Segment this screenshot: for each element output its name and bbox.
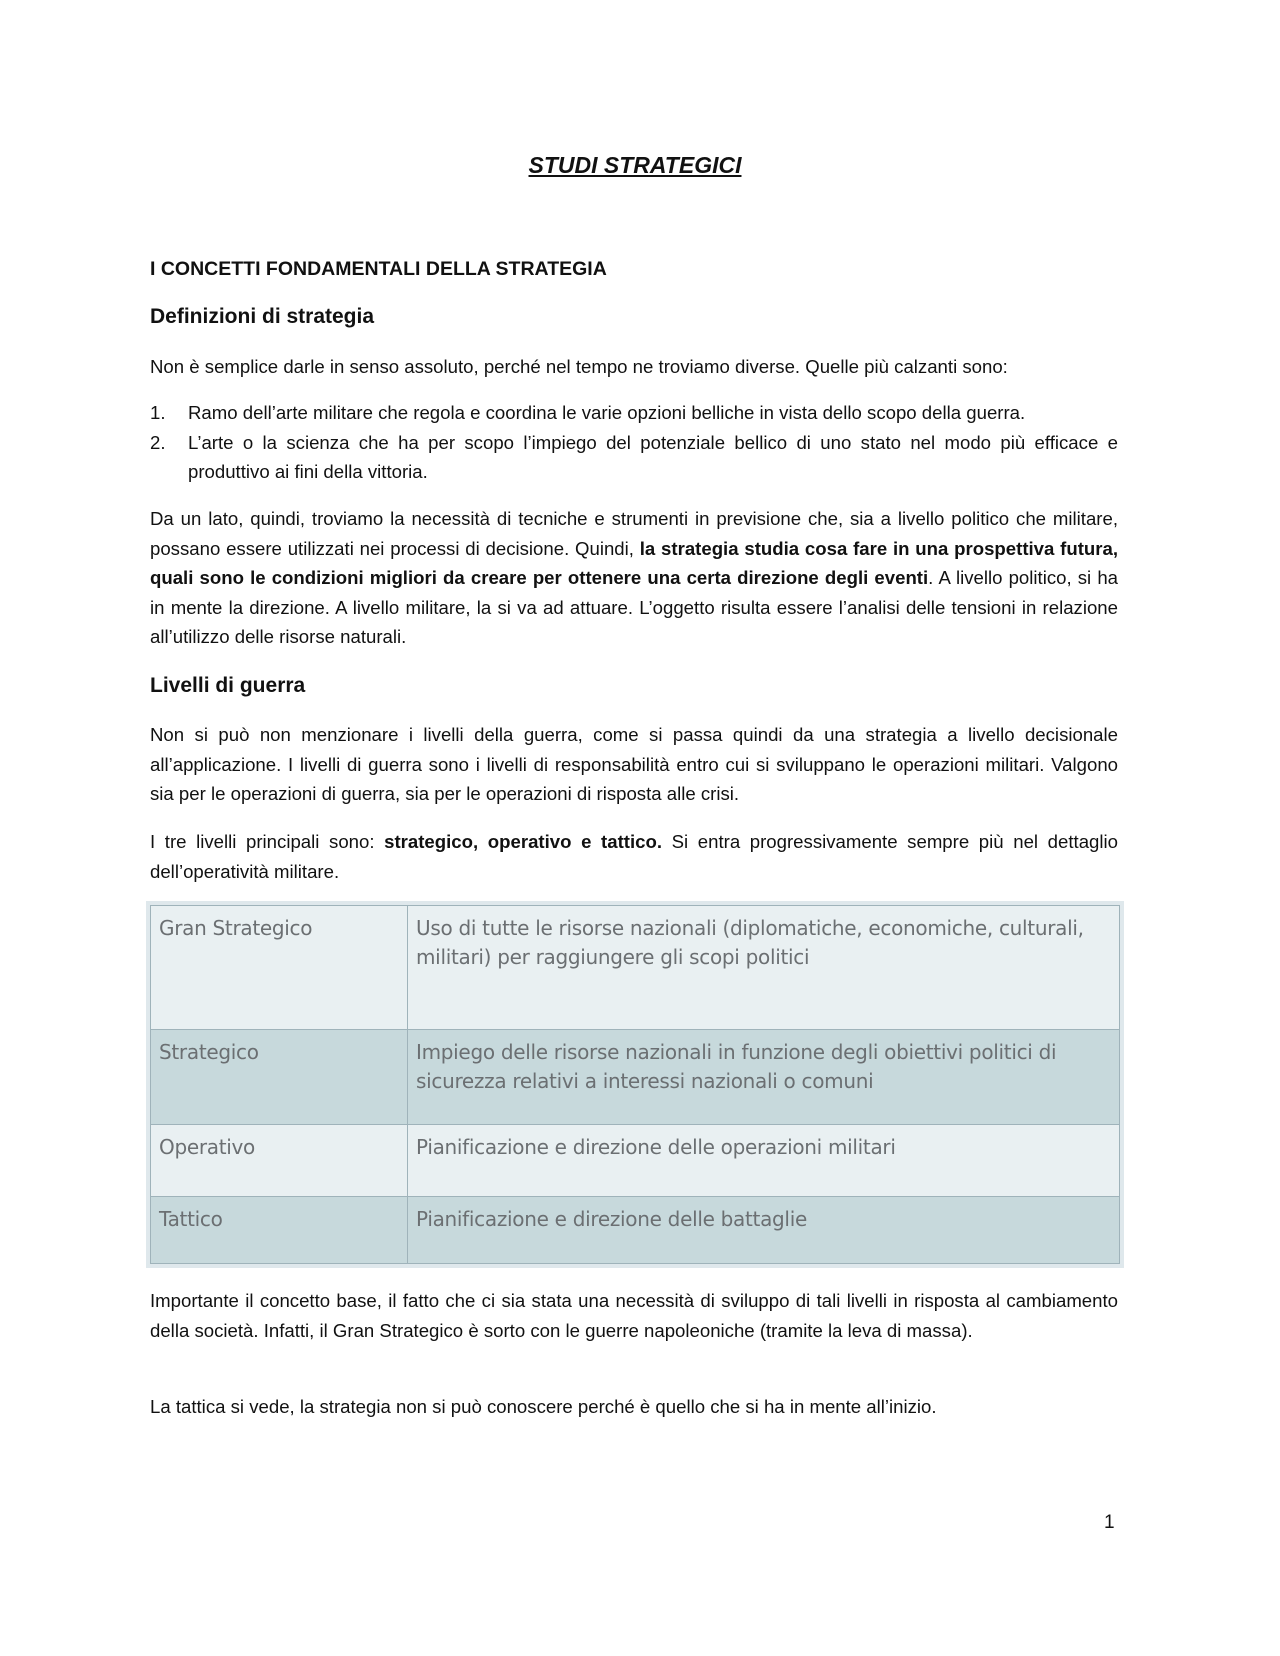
level-cell: Operativo	[151, 1125, 408, 1197]
level-cell: Tattico	[151, 1197, 408, 1264]
paragraph-tattica: La tattica si vede, la strategia non si può conoscere perché è quello che si ha in mente all’inizio.	[150, 1396, 937, 1417]
paragraph-tre-livelli	[150, 827, 1118, 886]
paragraph-livelli: Non si può non menzionare i livelli della guerra, come si passa quindi da una strategia a livello decisionale all’applicazione. I livelli di guerra sono i livelli di responsabilità entro cui si sviluppano le operazioni militari. Valgono sia per le operazioni di guerra, sia per le operazioni di risposta alle crisi.	[150, 724, 1118, 804]
bold-text: strategico, operativo e tattico.	[384, 831, 662, 852]
subheading-livelli: Livelli di guerra	[150, 674, 306, 697]
section-heading: I CONCETTI FONDAMENTALI DELLA STRATEGIA	[150, 258, 607, 280]
list-item	[150, 398, 1118, 428]
table-row	[151, 1197, 1120, 1264]
paragraph-strategia	[150, 504, 1118, 652]
description-cell: Impiego delle risorse nazionali in funzione degli obiettivi politici di sicurezza relativi a interessi nazionali o comuni	[408, 1030, 1120, 1125]
table-row	[151, 1125, 1120, 1197]
subheading-definizioni: Definizioni di strategia	[150, 305, 375, 328]
text: I tre livelli principali sono:	[150, 831, 385, 852]
list-item	[150, 428, 1118, 487]
definitions-list	[150, 398, 1118, 487]
page-number: 1	[1104, 1512, 1115, 1533]
list-number: 1.	[150, 402, 166, 423]
text: Si entra progressivamente sempre più nel dettaglio dell’operatività militare.	[150, 831, 1118, 882]
paragraph-intro: Non è semplice darle in senso assoluto, perché nel tempo ne troviamo diverse. Quelle più calzanti sono:	[150, 356, 1008, 377]
description-cell: Pianificazione e direzione delle operazioni militari	[408, 1125, 1120, 1197]
text: . A livello politico, si ha in mente la direzione. A livello militare, la si va ad attuare. L’oggetto risulta essere l’analisi delle tensioni in relazione all’utilizzo delle risorse naturali.	[150, 567, 1118, 647]
table-row	[151, 906, 1120, 1030]
bold-text: la strategia studia cosa fare in una prospettiva futura, quali sono le condizioni migliori da creare per ottenere una certa direzione degli eventi	[150, 537, 1118, 588]
description-cell: Uso di tutte le risorse nazionali (diplomatiche, economiche, culturali, militari) per raggiungere gli scopi politici	[408, 906, 1120, 1030]
paragraph-concetto-base: Importante il concetto base, il fatto che ci sia stata una necessità di sviluppo di tali livelli in risposta al cambiamento della società. Infatti, il Gran Strategico è sorto con le guerre napoleoniche (tramite la leva di massa).	[150, 1290, 1118, 1341]
table-row	[151, 1030, 1120, 1125]
text: Da un lato, quindi, troviamo la necessità di tecniche e strumenti in previsione che, sia a livello politico che militare, possano essere utilizzati nei processi di decisione. Quindi,	[150, 508, 1118, 559]
level-cell: Strategico	[151, 1030, 408, 1125]
document-title: STUDI STRATEGICI	[528, 152, 742, 178]
list-text: Ramo dell’arte militare che regola e coordina le varie opzioni belliche in vista dello scopo della guerra.	[188, 402, 1026, 423]
description-cell: Pianificazione e direzione delle battaglie	[408, 1197, 1120, 1264]
level-cell: Gran Strategico	[151, 906, 408, 1030]
levels-table	[150, 905, 1120, 1264]
list-text: L’arte o la scienza che ha per scopo l’impiego del potenziale bellico di uno stato nel modo più efficace e produttivo ai fini della vittoria.	[188, 431, 1118, 482]
list-number: 2.	[150, 431, 166, 453]
